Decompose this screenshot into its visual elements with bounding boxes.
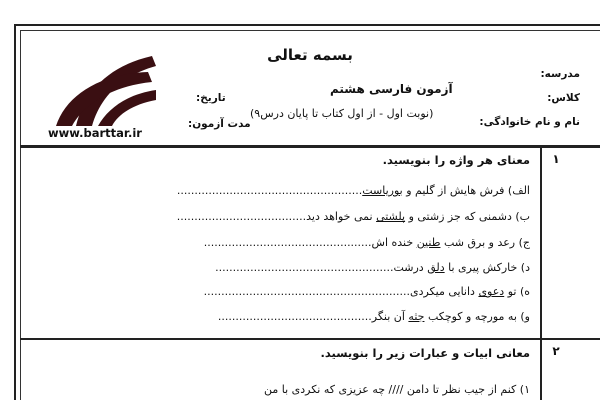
header-title: بسمه تعالی: [267, 46, 353, 64]
item-keyword: پلشتی: [376, 210, 406, 223]
answer-blank[interactable]: ..................................................: [215, 261, 390, 274]
question-item: [264, 383, 530, 396]
date-label: تاریخ:: [196, 92, 226, 104]
student-name-label: نام و نام خانوادگی:: [479, 116, 580, 128]
item-keyword: دعوی: [478, 285, 505, 298]
question-title: معانی ابیات و عبارات زیر را بنویسید.: [320, 346, 530, 360]
question-title: معنای هر واژه را بنویسید.: [382, 153, 530, 167]
item-text: دانایی میکردی.: [406, 285, 479, 298]
question-number: ۲: [552, 344, 560, 358]
question-divider: [20, 338, 600, 340]
item-text: د) خارکش پیری با: [444, 261, 530, 274]
question-item: [204, 236, 530, 249]
item-text: ه) تو: [504, 285, 530, 298]
question-number: ۱: [552, 152, 560, 166]
item-keyword: طنین: [416, 236, 441, 249]
answer-blank[interactable]: ..........................................................: [203, 285, 407, 298]
class-label: کلاس:: [547, 92, 580, 104]
answer-blank[interactable]: ....................................: [176, 210, 303, 223]
answer-blank[interactable]: ............................................: [217, 310, 372, 323]
question-item: [177, 184, 530, 197]
exam-subtitle: (نوبت اول - از اول کتاب تا پایان درس۹): [250, 107, 434, 120]
header-divider: [20, 145, 600, 148]
answer-blank[interactable]: ...............................................: [203, 236, 369, 249]
question-item: [215, 261, 530, 274]
item-text: ج) رعد و برق شب: [440, 236, 530, 249]
item-text: ب) دشمنی که جز زشتی و: [405, 210, 530, 223]
item-text: ۱) کنم از جیب نظر تا دامن //// چه عزیزی که نکردی با من: [263, 383, 530, 396]
item-text: آن بنگر: [371, 310, 409, 323]
logo-url: www.barttar.ir: [48, 126, 142, 140]
item-text: خنده اش.: [368, 236, 417, 249]
item-keyword: بوریاست: [362, 184, 403, 197]
item-keyword: جثه: [408, 310, 425, 323]
school-label: مدرسه:: [540, 68, 580, 80]
question-item: [177, 210, 530, 223]
question-number-column-divider: [540, 147, 542, 400]
item-text: نمی خواهد دید.: [302, 210, 377, 223]
item-text: و) به مورچه و کوچکب: [424, 310, 530, 323]
answer-blank[interactable]: .....................................................: [176, 184, 363, 197]
item-text: درشت.: [389, 261, 428, 274]
barttar-logo-icon: [48, 52, 158, 128]
item-text: الف) فرش هایش از گلیم و: [402, 184, 530, 197]
duration-label: مدت آزمون:: [188, 118, 251, 130]
exam-header: [20, 30, 600, 146]
question-item: [204, 285, 530, 298]
question-item: [218, 310, 530, 323]
exam-name: آزمون فارسی هشتم: [330, 82, 453, 96]
item-keyword: دلق: [427, 261, 445, 274]
